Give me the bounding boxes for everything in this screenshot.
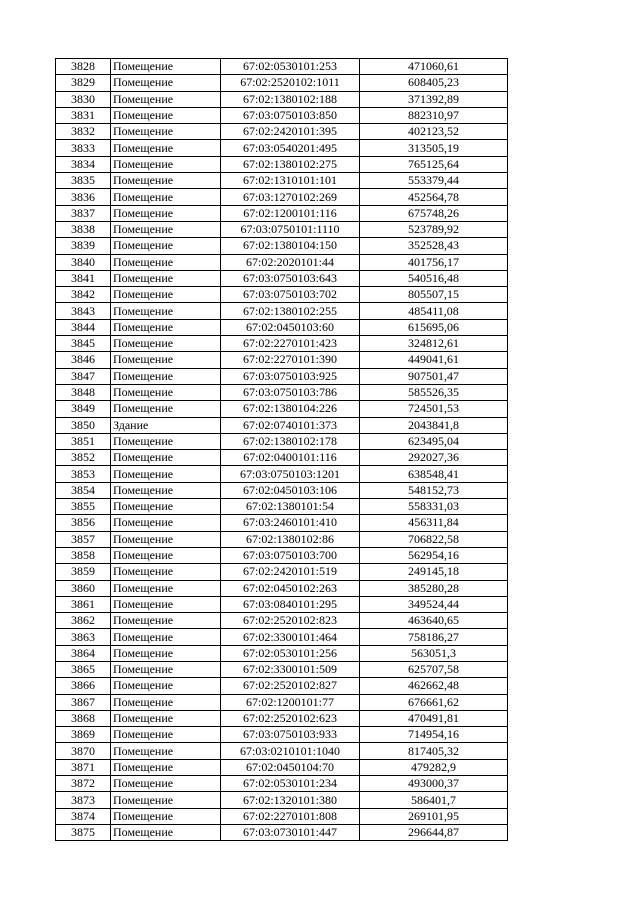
object-type-cell: Помещение <box>111 368 221 384</box>
row-number-cell: 3842 <box>56 287 111 303</box>
table-row <box>56 417 508 433</box>
row-number-cell: 3853 <box>56 466 111 482</box>
row-number-cell: 3835 <box>56 173 111 189</box>
cadastral-number-cell: 67:03:1270102:269 <box>221 189 360 205</box>
cadastral-value-cell: 371392,89 <box>360 91 508 107</box>
row-number-cell: 3847 <box>56 368 111 384</box>
cadastral-number-cell: 67:02:0400101:116 <box>221 450 360 466</box>
table-row <box>56 564 508 580</box>
row-number-cell: 3865 <box>56 661 111 677</box>
cadastral-value-cell: 706822,58 <box>360 531 508 547</box>
table-row <box>56 694 508 710</box>
cadastral-number-cell: 67:02:0450102:263 <box>221 580 360 596</box>
row-number-cell: 3852 <box>56 450 111 466</box>
row-number-cell: 3870 <box>56 743 111 759</box>
cadastral-number-cell: 67:03:0750103:933 <box>221 727 360 743</box>
row-number-cell: 3855 <box>56 499 111 515</box>
table-row <box>56 107 508 123</box>
object-type-cell: Помещение <box>111 156 221 172</box>
cadastral-number-cell: 67:02:2420101:519 <box>221 564 360 580</box>
object-type-cell: Помещение <box>111 580 221 596</box>
table-row <box>56 710 508 726</box>
table-row <box>56 270 508 286</box>
cadastral-value-cell: 402123,52 <box>360 124 508 140</box>
table-row <box>56 727 508 743</box>
cadastral-number-cell: 67:03:0750103:786 <box>221 384 360 400</box>
table-row <box>56 450 508 466</box>
cadastral-number-cell: 67:03:0750103:850 <box>221 107 360 123</box>
cadastral-number-cell: 67:02:0450103:106 <box>221 482 360 498</box>
row-number-cell: 3873 <box>56 792 111 808</box>
cadastral-number-cell: 67:02:0530101:253 <box>221 59 360 75</box>
object-type-cell: Помещение <box>111 254 221 270</box>
object-type-cell: Помещение <box>111 743 221 759</box>
cadastral-value-cell: 548152,73 <box>360 482 508 498</box>
cadastral-value-cell: 563051,3 <box>360 645 508 661</box>
table-row <box>56 401 508 417</box>
object-type-cell: Помещение <box>111 205 221 221</box>
object-type-cell: Здание <box>111 417 221 433</box>
row-number-cell: 3866 <box>56 678 111 694</box>
object-type-cell: Помещение <box>111 270 221 286</box>
cadastral-number-cell: 67:02:1380104:226 <box>221 401 360 417</box>
cadastral-number-cell: 67:03:0840101:295 <box>221 596 360 612</box>
table-row <box>56 531 508 547</box>
table-row <box>56 156 508 172</box>
cadastral-number-cell: 67:03:0750101:1110 <box>221 221 360 237</box>
object-type-cell: Помещение <box>111 547 221 563</box>
table-row <box>56 776 508 792</box>
table-row <box>56 645 508 661</box>
table-row <box>56 515 508 531</box>
cadastral-value-cell: 462662,48 <box>360 678 508 694</box>
cadastral-value-cell: 675748,26 <box>360 205 508 221</box>
table-row <box>56 678 508 694</box>
cadastral-value-cell: 471060,61 <box>360 59 508 75</box>
cadastral-number-cell: 67:02:1200101:77 <box>221 694 360 710</box>
cadastral-value-cell: 623495,04 <box>360 433 508 449</box>
cadastral-number-cell: 67:02:1380102:86 <box>221 531 360 547</box>
cadastral-value-cell: 249145,18 <box>360 564 508 580</box>
row-number-cell: 3859 <box>56 564 111 580</box>
cadastral-number-cell: 67:03:0750103:1201 <box>221 466 360 482</box>
table-row <box>56 173 508 189</box>
registry-table <box>55 58 508 841</box>
cadastral-value-cell: 493000,37 <box>360 776 508 792</box>
cadastral-value-cell: 452564,78 <box>360 189 508 205</box>
cadastral-value-cell: 349524,44 <box>360 596 508 612</box>
row-number-cell: 3849 <box>56 401 111 417</box>
table-row <box>56 580 508 596</box>
cadastral-value-cell: 586401,7 <box>360 792 508 808</box>
cadastral-value-cell: 615695,06 <box>360 319 508 335</box>
table-row <box>56 613 508 629</box>
cadastral-number-cell: 67:02:3300101:509 <box>221 661 360 677</box>
object-type-cell: Помещение <box>111 124 221 140</box>
table-row <box>56 547 508 563</box>
table-row <box>56 433 508 449</box>
cadastral-number-cell: 67:02:2270101:423 <box>221 336 360 352</box>
row-number-cell: 3843 <box>56 303 111 319</box>
row-number-cell: 3830 <box>56 91 111 107</box>
row-number-cell: 3848 <box>56 384 111 400</box>
object-type-cell: Помещение <box>111 319 221 335</box>
cadastral-number-cell: 67:02:2520102:823 <box>221 613 360 629</box>
cadastral-number-cell: 67:03:0750103:643 <box>221 270 360 286</box>
cadastral-number-cell: 67:02:1380102:255 <box>221 303 360 319</box>
row-number-cell: 3872 <box>56 776 111 792</box>
cadastral-value-cell: 479282,9 <box>360 759 508 775</box>
cadastral-value-cell: 553379,44 <box>360 173 508 189</box>
cadastral-value-cell: 714954,16 <box>360 727 508 743</box>
row-number-cell: 3858 <box>56 547 111 563</box>
table-row <box>56 140 508 156</box>
cadastral-number-cell: 67:02:2520102:623 <box>221 710 360 726</box>
row-number-cell: 3875 <box>56 824 111 840</box>
cadastral-value-cell: 296644,87 <box>360 824 508 840</box>
row-number-cell: 3845 <box>56 336 111 352</box>
cadastral-number-cell: 67:02:0740101:373 <box>221 417 360 433</box>
row-number-cell: 3839 <box>56 238 111 254</box>
table-row <box>56 759 508 775</box>
object-type-cell: Помещение <box>111 221 221 237</box>
row-number-cell: 3833 <box>56 140 111 156</box>
row-number-cell: 3836 <box>56 189 111 205</box>
table-row <box>56 189 508 205</box>
cadastral-value-cell: 449041,61 <box>360 352 508 368</box>
row-number-cell: 3854 <box>56 482 111 498</box>
cadastral-number-cell: 67:02:1380102:178 <box>221 433 360 449</box>
cadastral-value-cell: 765125,64 <box>360 156 508 172</box>
object-type-cell: Помещение <box>111 482 221 498</box>
cadastral-value-cell: 523789,92 <box>360 221 508 237</box>
table-row <box>56 336 508 352</box>
cadastral-number-cell: 67:02:1200101:116 <box>221 205 360 221</box>
cadastral-value-cell: 2043841,8 <box>360 417 508 433</box>
object-type-cell: Помещение <box>111 596 221 612</box>
table-row <box>56 661 508 677</box>
table-row <box>56 319 508 335</box>
object-type-cell: Помещение <box>111 303 221 319</box>
object-type-cell: Помещение <box>111 531 221 547</box>
row-number-cell: 3869 <box>56 727 111 743</box>
row-number-cell: 3867 <box>56 694 111 710</box>
object-type-cell: Помещение <box>111 645 221 661</box>
cadastral-value-cell: 313505,19 <box>360 140 508 156</box>
table-row <box>56 743 508 759</box>
object-type-cell: Помещение <box>111 808 221 824</box>
object-type-cell: Помещение <box>111 759 221 775</box>
table-row <box>56 824 508 840</box>
object-type-cell: Помещение <box>111 140 221 156</box>
cadastral-number-cell: 67:03:0750103:925 <box>221 368 360 384</box>
row-number-cell: 3831 <box>56 107 111 123</box>
cadastral-value-cell: 608405,23 <box>360 75 508 91</box>
row-number-cell: 3837 <box>56 205 111 221</box>
object-type-cell: Помещение <box>111 515 221 531</box>
cadastral-value-cell: 540516,48 <box>360 270 508 286</box>
cadastral-number-cell: 67:03:0540201:495 <box>221 140 360 156</box>
cadastral-number-cell: 67:02:3300101:464 <box>221 629 360 645</box>
cadastral-value-cell: 401756,17 <box>360 254 508 270</box>
object-type-cell: Помещение <box>111 792 221 808</box>
registry-table-body <box>56 59 508 841</box>
table-row <box>56 221 508 237</box>
cadastral-value-cell: 562954,16 <box>360 547 508 563</box>
table-row <box>56 368 508 384</box>
cadastral-value-cell: 907501,47 <box>360 368 508 384</box>
cadastral-value-cell: 456311,84 <box>360 515 508 531</box>
row-number-cell: 3844 <box>56 319 111 335</box>
row-number-cell: 3832 <box>56 124 111 140</box>
cadastral-value-cell: 463640,65 <box>360 613 508 629</box>
object-type-cell: Помещение <box>111 91 221 107</box>
table-row <box>56 596 508 612</box>
cadastral-number-cell: 67:02:2420101:395 <box>221 124 360 140</box>
row-number-cell: 3868 <box>56 710 111 726</box>
object-type-cell: Помещение <box>111 661 221 677</box>
cadastral-number-cell: 67:02:0530101:234 <box>221 776 360 792</box>
table-row <box>56 91 508 107</box>
cadastral-number-cell: 67:02:1380102:188 <box>221 91 360 107</box>
table-row <box>56 205 508 221</box>
table-row <box>56 59 508 75</box>
row-number-cell: 3861 <box>56 596 111 612</box>
cadastral-value-cell: 676661,62 <box>360 694 508 710</box>
table-row <box>56 352 508 368</box>
cadastral-number-cell: 67:03:0730101:447 <box>221 824 360 840</box>
table-row <box>56 287 508 303</box>
row-number-cell: 3851 <box>56 433 111 449</box>
cadastral-number-cell: 67:03:2460101:410 <box>221 515 360 531</box>
cadastral-number-cell: 67:02:1380104:150 <box>221 238 360 254</box>
object-type-cell: Помещение <box>111 466 221 482</box>
cadastral-value-cell: 292027,36 <box>360 450 508 466</box>
table-row <box>56 124 508 140</box>
cadastral-number-cell: 67:02:2020101:44 <box>221 254 360 270</box>
table-row <box>56 629 508 645</box>
row-number-cell: 3857 <box>56 531 111 547</box>
cadastral-number-cell: 67:02:2270101:808 <box>221 808 360 824</box>
object-type-cell: Помещение <box>111 75 221 91</box>
cadastral-value-cell: 470491,81 <box>360 710 508 726</box>
cadastral-number-cell: 67:02:1320101:380 <box>221 792 360 808</box>
object-type-cell: Помещение <box>111 450 221 466</box>
row-number-cell: 3860 <box>56 580 111 596</box>
object-type-cell: Помещение <box>111 287 221 303</box>
cadastral-number-cell: 67:03:0750103:700 <box>221 547 360 563</box>
cadastral-value-cell: 882310,97 <box>360 107 508 123</box>
cadastral-value-cell: 558331,03 <box>360 499 508 515</box>
cadastral-value-cell: 817405,32 <box>360 743 508 759</box>
table-row <box>56 238 508 254</box>
object-type-cell: Помещение <box>111 824 221 840</box>
table-row <box>56 466 508 482</box>
row-number-cell: 3874 <box>56 808 111 824</box>
row-number-cell: 3828 <box>56 59 111 75</box>
object-type-cell: Помещение <box>111 629 221 645</box>
cadastral-value-cell: 269101,95 <box>360 808 508 824</box>
cadastral-value-cell: 585526,35 <box>360 384 508 400</box>
cadastral-number-cell: 67:02:1310101:101 <box>221 173 360 189</box>
object-type-cell: Помещение <box>111 59 221 75</box>
cadastral-value-cell: 758186,27 <box>360 629 508 645</box>
table-row <box>56 75 508 91</box>
object-type-cell: Помещение <box>111 433 221 449</box>
table-row <box>56 303 508 319</box>
row-number-cell: 3850 <box>56 417 111 433</box>
table-row <box>56 792 508 808</box>
cadastral-number-cell: 67:02:1380101:54 <box>221 499 360 515</box>
cadastral-value-cell: 625707,58 <box>360 661 508 677</box>
cadastral-value-cell: 638548,41 <box>360 466 508 482</box>
cadastral-value-cell: 352528,43 <box>360 238 508 254</box>
object-type-cell: Помещение <box>111 107 221 123</box>
table-row <box>56 254 508 270</box>
object-type-cell: Помещение <box>111 401 221 417</box>
cadastral-number-cell: 67:02:2520102:827 <box>221 678 360 694</box>
object-type-cell: Помещение <box>111 613 221 629</box>
object-type-cell: Помещение <box>111 238 221 254</box>
object-type-cell: Помещение <box>111 727 221 743</box>
cadastral-value-cell: 724501,53 <box>360 401 508 417</box>
object-type-cell: Помещение <box>111 776 221 792</box>
table-row <box>56 384 508 400</box>
row-number-cell: 3856 <box>56 515 111 531</box>
cadastral-number-cell: 67:02:0450104:70 <box>221 759 360 775</box>
object-type-cell: Помещение <box>111 564 221 580</box>
object-type-cell: Помещение <box>111 352 221 368</box>
row-number-cell: 3864 <box>56 645 111 661</box>
row-number-cell: 3840 <box>56 254 111 270</box>
table-row <box>56 482 508 498</box>
object-type-cell: Помещение <box>111 384 221 400</box>
cadastral-number-cell: 67:02:2520102:1011 <box>221 75 360 91</box>
row-number-cell: 3862 <box>56 613 111 629</box>
row-number-cell: 3846 <box>56 352 111 368</box>
object-type-cell: Помещение <box>111 710 221 726</box>
row-number-cell: 3838 <box>56 221 111 237</box>
row-number-cell: 3871 <box>56 759 111 775</box>
cadastral-number-cell: 67:02:1380102:275 <box>221 156 360 172</box>
object-type-cell: Помещение <box>111 189 221 205</box>
row-number-cell: 3834 <box>56 156 111 172</box>
row-number-cell: 3829 <box>56 75 111 91</box>
cadastral-value-cell: 324812,61 <box>360 336 508 352</box>
object-type-cell: Помещение <box>111 336 221 352</box>
object-type-cell: Помещение <box>111 499 221 515</box>
row-number-cell: 3841 <box>56 270 111 286</box>
object-type-cell: Помещение <box>111 694 221 710</box>
cadastral-value-cell: 385280,28 <box>360 580 508 596</box>
cadastral-value-cell: 805507,15 <box>360 287 508 303</box>
cadastral-number-cell: 67:02:2270101:390 <box>221 352 360 368</box>
cadastral-value-cell: 485411,08 <box>360 303 508 319</box>
table-row <box>56 499 508 515</box>
object-type-cell: Помещение <box>111 173 221 189</box>
table-row <box>56 808 508 824</box>
object-type-cell: Помещение <box>111 678 221 694</box>
cadastral-number-cell: 67:02:0530101:256 <box>221 645 360 661</box>
cadastral-number-cell: 67:03:0750103:702 <box>221 287 360 303</box>
cadastral-number-cell: 67:03:0210101:1040 <box>221 743 360 759</box>
cadastral-number-cell: 67:02:0450103:60 <box>221 319 360 335</box>
row-number-cell: 3863 <box>56 629 111 645</box>
